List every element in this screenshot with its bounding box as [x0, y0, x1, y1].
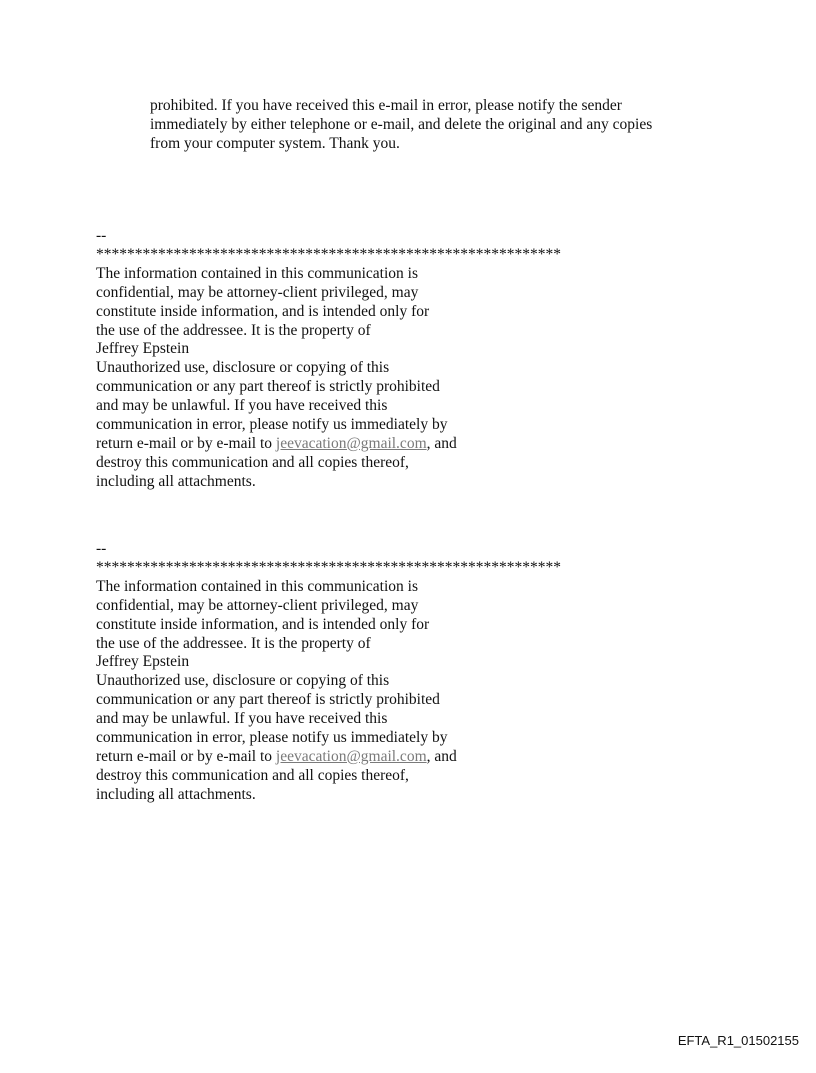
text-line: and may be unlawful. If you have received this: [96, 397, 388, 415]
asterisk-divider: ************************************************************: [96, 245, 561, 263]
text-line: the use of the addressee. It is the property of: [96, 634, 371, 652]
email-prefix: return e-mail or by e-mail to: [96, 747, 276, 765]
text-line: communication in error, please notify us immediately by: [96, 729, 448, 747]
email-link[interactable]: jeevacation@gmail.com: [275, 747, 427, 765]
text-line: destroy this communication and all copies thereof,: [96, 766, 409, 784]
asterisk-divider: ************************************************************: [96, 558, 561, 576]
document-id: EFTA_R1_01502155: [677, 1033, 799, 1048]
text-line: Jeffrey Epstein: [96, 340, 190, 358]
text-line: confidential, may be attorney-client privileged, may: [96, 283, 419, 301]
text-line: prohibited. If you have received this e-mail in error, please notify the sender: [150, 97, 622, 114]
continued-disclaimer: [150, 97, 710, 154]
signature-separator: --: [96, 540, 107, 557]
text-line: communication or any part thereof is strictly prohibited: [96, 378, 440, 396]
text-line: including all attachments.: [96, 785, 256, 803]
confidentiality-notice: [96, 227, 616, 492]
email-link[interactable]: jeevacation@gmail.com: [275, 434, 427, 452]
text-line: and may be unlawful. If you have received this: [96, 710, 388, 728]
email-suffix: , and: [426, 747, 457, 765]
text-line: Unauthorized use, disclosure or copying of this: [96, 359, 390, 377]
email-prefix: return e-mail or by e-mail to: [96, 434, 276, 452]
text-line: the use of the addressee. It is the property of: [96, 321, 371, 339]
email-line: [96, 435, 616, 454]
text-line: including all attachments.: [96, 472, 256, 490]
text-line: destroy this communication and all copies thereof,: [96, 453, 409, 471]
text-line: communication or any part thereof is strictly prohibited: [96, 691, 440, 709]
text-line: The information contained in this communication is: [96, 577, 418, 595]
text-line: Jeffrey Epstein: [96, 653, 190, 671]
email-line: [96, 748, 616, 767]
text-line: Unauthorized use, disclosure or copying of this: [96, 672, 390, 690]
text-line: constitute inside information, and is intended only for: [96, 615, 430, 633]
signature-separator: --: [96, 227, 107, 244]
confidentiality-notice: [96, 540, 616, 805]
text-line: communication in error, please notify us immediately by: [96, 416, 448, 434]
text-line: immediately by either telephone or e-mail, and delete the original and any copies: [150, 115, 653, 133]
email-suffix: , and: [426, 434, 457, 452]
text-line: confidential, may be attorney-client privileged, may: [96, 596, 419, 614]
text-line: The information contained in this communication is: [96, 264, 418, 282]
text-line: constitute inside information, and is intended only for: [96, 302, 430, 320]
text-line: from your computer system. Thank you.: [150, 134, 400, 152]
